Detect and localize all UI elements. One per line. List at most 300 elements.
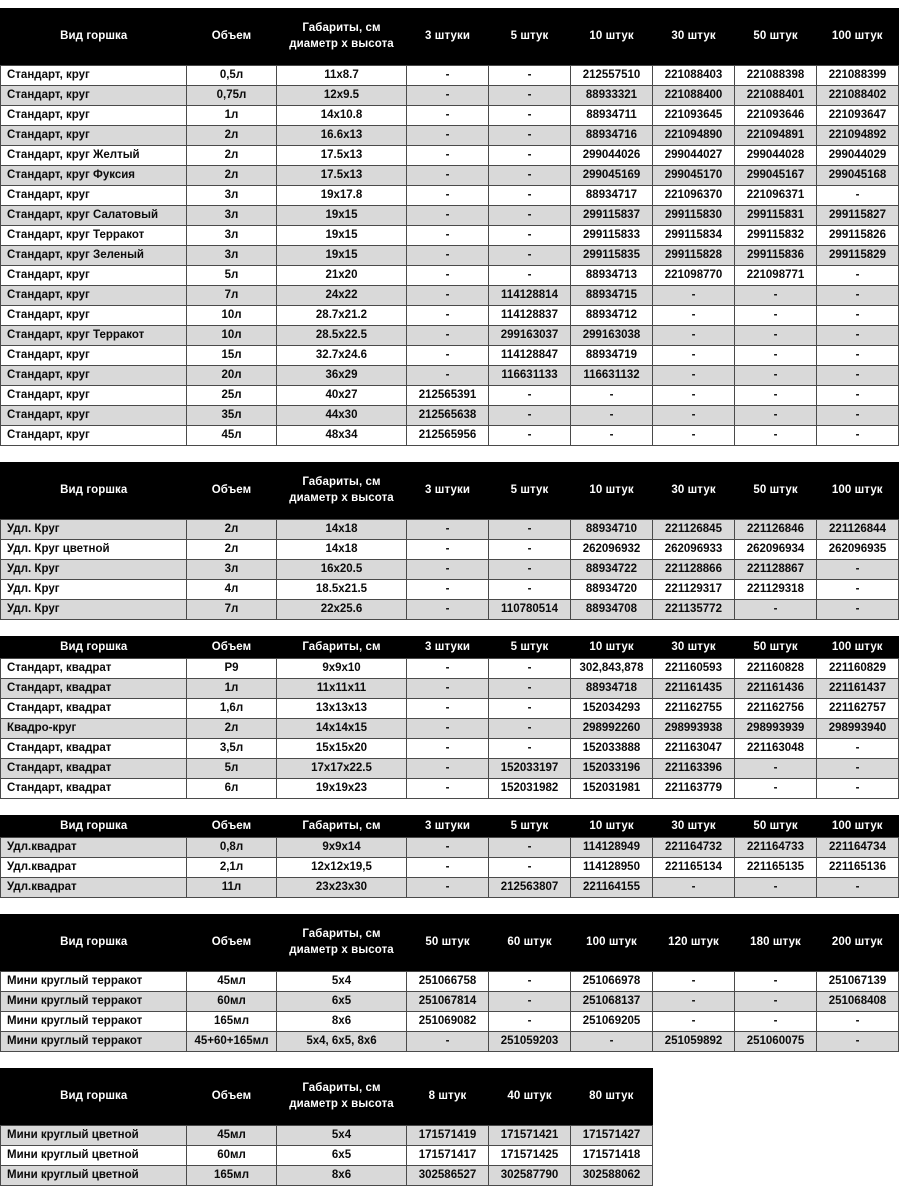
cell-article-qty-8: -: [817, 1032, 899, 1052]
cell-dimensions: 18.5x21.5: [277, 580, 407, 600]
cell-pot-type: Мини круглый терракот: [1, 992, 187, 1012]
cell-article-qty-8: -: [817, 386, 899, 406]
cell-article-qty-7: 221096371: [735, 186, 817, 206]
top-spacer: [0, 0, 900, 8]
cell-article-qty-3: -: [407, 306, 489, 326]
column-header-5: 10 штук: [571, 9, 653, 66]
cell-article-qty-5: 88934718: [571, 679, 653, 699]
cell-pot-type: Стандарт, круг: [1, 126, 187, 146]
cell-article-qty-5: 152034293: [571, 699, 653, 719]
cell-article-qty-3: -: [407, 659, 489, 679]
cell-article-qty-7: 221162756: [735, 699, 817, 719]
cell-dimensions: 17.5x13: [277, 146, 407, 166]
cell-article-qty-6: -: [653, 1012, 735, 1032]
table-header-row: [1, 463, 899, 520]
cell-pot-type: Мини круглый терракот: [1, 1032, 187, 1052]
cell-article-qty-3: 171571417: [407, 1146, 489, 1166]
cell-dimensions: 23x23x30: [277, 878, 407, 898]
column-header-3: 3 штуки: [407, 816, 489, 838]
cell-article-qty-7: 221164733: [735, 838, 817, 858]
column-header-2: Габариты, см диаметр х высота: [277, 463, 407, 520]
table-row: [1, 1012, 899, 1032]
cell-pot-type: Мини круглый терракот: [1, 972, 187, 992]
cell-article-qty-3: 302586527: [407, 1166, 489, 1186]
cell-dimensions: 17.5x13: [277, 166, 407, 186]
cell-pot-type: Стандарт, круг: [1, 346, 187, 366]
cell-article-qty-6: 221088403: [653, 66, 735, 86]
cell-article-qty-8: -: [817, 346, 899, 366]
cell-article-qty-5: 299115837: [571, 206, 653, 226]
cell-article-qty-4: -: [489, 1012, 571, 1032]
cell-volume: 45л: [187, 426, 277, 446]
table-row: [1, 972, 899, 992]
cell-dimensions: 48x34: [277, 426, 407, 446]
cell-article-qty-3: -: [407, 719, 489, 739]
cell-article-qty-3: -: [407, 1032, 489, 1052]
table-row: [1, 1146, 653, 1166]
cell-pot-type: Удл. Круг: [1, 520, 187, 540]
cell-volume: 45+60+165мл: [187, 1032, 277, 1052]
cell-volume: 0,75л: [187, 86, 277, 106]
cell-article-qty-5: 114128949: [571, 838, 653, 858]
column-header-3: 50 штук: [407, 915, 489, 972]
cell-article-qty-3: -: [407, 266, 489, 286]
table-row: [1, 580, 899, 600]
cell-pot-type: Стандарт, квадрат: [1, 679, 187, 699]
cell-article-qty-4: -: [489, 126, 571, 146]
cell-article-qty-7: -: [735, 366, 817, 386]
column-header-0: Вид горшка: [1, 463, 187, 520]
cell-article-qty-5: 152033888: [571, 739, 653, 759]
cell-article-qty-5: 171571427: [571, 1126, 653, 1146]
cell-article-qty-7: 221088401: [735, 86, 817, 106]
cell-article-qty-6: 221088400: [653, 86, 735, 106]
cell-volume: 60мл: [187, 1146, 277, 1166]
cell-article-qty-6: -: [653, 306, 735, 326]
cell-article-qty-7: -: [735, 346, 817, 366]
column-header-4: 60 штук: [489, 915, 571, 972]
cell-article-qty-8: -: [817, 266, 899, 286]
column-header-6: 30 штук: [653, 463, 735, 520]
table-row: [1, 406, 899, 426]
cell-volume: 7л: [187, 600, 277, 620]
cell-article-qty-5: 88934708: [571, 600, 653, 620]
cell-dimensions: 24x22: [277, 286, 407, 306]
table-row: [1, 1166, 653, 1186]
cell-article-qty-3: -: [407, 520, 489, 540]
column-header-7: 180 штук: [735, 915, 817, 972]
cell-pot-type: Стандарт, круг: [1, 386, 187, 406]
cell-pot-type: Стандарт, круг: [1, 66, 187, 86]
cell-article-qty-3: -: [407, 600, 489, 620]
cell-article-qty-8: -: [817, 759, 899, 779]
cell-article-qty-4: -: [489, 406, 571, 426]
cell-article-qty-7: 221160828: [735, 659, 817, 679]
cell-article-qty-3: -: [407, 246, 489, 266]
table-row: [1, 286, 899, 306]
cell-article-qty-3: -: [407, 206, 489, 226]
cell-article-qty-5: 298992260: [571, 719, 653, 739]
cell-article-qty-5: -: [571, 406, 653, 426]
cell-pot-type: Стандарт, круг Желтый: [1, 146, 187, 166]
table-row: [1, 520, 899, 540]
cell-dimensions: 5x4: [277, 1126, 407, 1146]
cell-article-qty-7: 221088398: [735, 66, 817, 86]
cell-article-qty-7: -: [735, 992, 817, 1012]
cell-article-qty-4: -: [489, 992, 571, 1012]
cell-article-qty-5: 299115835: [571, 246, 653, 266]
cell-volume: 4л: [187, 580, 277, 600]
cell-article-qty-3: -: [407, 346, 489, 366]
column-header-sub-2: диаметр х высота: [289, 38, 394, 50]
cell-pot-type: Стандарт, квадрат: [1, 779, 187, 799]
cell-pot-type: Стандарт, квадрат: [1, 739, 187, 759]
cell-volume: 1л: [187, 679, 277, 699]
cell-article-qty-4: 114128814: [489, 286, 571, 306]
column-header-4: 5 штук: [489, 9, 571, 66]
cell-article-qty-4: 152031982: [489, 779, 571, 799]
cell-dimensions: 28.7x21.2: [277, 306, 407, 326]
column-header-sub-2: диаметр х высота: [289, 944, 394, 956]
cell-article-qty-7: 299115836: [735, 246, 817, 266]
column-header-0: Вид горшка: [1, 915, 187, 972]
cell-article-qty-5: 88934716: [571, 126, 653, 146]
cell-article-qty-6: 221094890: [653, 126, 735, 146]
cell-article-qty-8: -: [817, 286, 899, 306]
pricelist-table-udl-kvadrat: [0, 815, 899, 898]
cell-article-qty-3: -: [407, 560, 489, 580]
cell-volume: 3л: [187, 560, 277, 580]
cell-article-qty-6: 299115828: [653, 246, 735, 266]
column-header-0: Вид горшка: [1, 816, 187, 838]
cell-article-qty-3: -: [407, 66, 489, 86]
cell-article-qty-6: 262096933: [653, 540, 735, 560]
cell-article-qty-5: 251066978: [571, 972, 653, 992]
cell-article-qty-8: 299115827: [817, 206, 899, 226]
column-header-1: Объем: [187, 9, 277, 66]
table-row: [1, 759, 899, 779]
cell-dimensions: 8x6: [277, 1166, 407, 1186]
cell-dimensions: 44x30: [277, 406, 407, 426]
cell-article-qty-7: -: [735, 779, 817, 799]
cell-article-qty-6: 221126845: [653, 520, 735, 540]
column-header-5: 10 штук: [571, 463, 653, 520]
cell-article-qty-5: 299163038: [571, 326, 653, 346]
cell-article-qty-7: 251060075: [735, 1032, 817, 1052]
cell-article-qty-5: 302588062: [571, 1166, 653, 1186]
cell-volume: 1,6л: [187, 699, 277, 719]
cell-article-qty-4: -: [489, 206, 571, 226]
cell-dimensions: 11x11x11: [277, 679, 407, 699]
cell-article-qty-8: 221165136: [817, 858, 899, 878]
cell-article-qty-3: -: [407, 858, 489, 878]
table-separator: [0, 446, 900, 462]
table-header-row: [1, 816, 899, 838]
cell-article-qty-6: 221163779: [653, 779, 735, 799]
column-header-0: Вид горшка: [1, 9, 187, 66]
cell-article-qty-3: -: [407, 838, 489, 858]
cell-article-qty-5: 152033196: [571, 759, 653, 779]
table-row: [1, 366, 899, 386]
cell-article-qty-5: 88933321: [571, 86, 653, 106]
cell-article-qty-3: -: [407, 540, 489, 560]
cell-article-qty-5: 88934710: [571, 520, 653, 540]
cell-article-qty-4: -: [489, 679, 571, 699]
cell-article-qty-6: 221135772: [653, 600, 735, 620]
cell-article-qty-5: 88934711: [571, 106, 653, 126]
table-separator: [0, 1052, 900, 1068]
cell-pot-type: Мини круглый цветной: [1, 1166, 187, 1186]
cell-article-qty-6: 221129317: [653, 580, 735, 600]
cell-article-qty-4: -: [489, 266, 571, 286]
cell-article-qty-8: 299044029: [817, 146, 899, 166]
table-row: [1, 992, 899, 1012]
cell-article-qty-6: -: [653, 972, 735, 992]
column-header-4: 5 штук: [489, 637, 571, 659]
table-row: [1, 386, 899, 406]
tables-container: [0, 8, 900, 1186]
table-row: [1, 86, 899, 106]
cell-dimensions: 15x15x20: [277, 739, 407, 759]
cell-pot-type: Мини круглый цветной: [1, 1126, 187, 1146]
cell-article-qty-8: -: [817, 426, 899, 446]
cell-article-qty-5: 88934720: [571, 580, 653, 600]
column-header-3: 3 штуки: [407, 637, 489, 659]
cell-article-qty-4: 171571421: [489, 1126, 571, 1146]
table-block-standart-krug: [0, 8, 900, 446]
column-header-2: Габариты, см: [277, 816, 407, 838]
column-header-5: 100 штук: [571, 915, 653, 972]
cell-dimensions: 14x10.8: [277, 106, 407, 126]
cell-dimensions: 13x13x13: [277, 699, 407, 719]
cell-dimensions: 14x18: [277, 520, 407, 540]
cell-volume: 1л: [187, 106, 277, 126]
column-header-6: 30 штук: [653, 816, 735, 838]
cell-article-qty-8: -: [817, 1012, 899, 1032]
pricelist-table-standart-kvadrat: [0, 636, 899, 799]
cell-volume: 3л: [187, 246, 277, 266]
table-separator: [0, 620, 900, 636]
cell-article-qty-8: 298993940: [817, 719, 899, 739]
cell-volume: 3л: [187, 186, 277, 206]
cell-dimensions: 6x5: [277, 992, 407, 1012]
cell-dimensions: 8x6: [277, 1012, 407, 1032]
column-header-3: 3 штуки: [407, 463, 489, 520]
cell-pot-type: Стандарт, круг Терракот: [1, 326, 187, 346]
cell-article-qty-6: -: [653, 992, 735, 1012]
column-header-2: Габариты, см диаметр х высота: [277, 915, 407, 972]
cell-volume: 2л: [187, 126, 277, 146]
cell-article-qty-8: 251067139: [817, 972, 899, 992]
table-block-udl-krug: [0, 462, 900, 620]
cell-article-qty-8: 221093647: [817, 106, 899, 126]
cell-article-qty-7: 221163048: [735, 739, 817, 759]
cell-article-qty-7: -: [735, 326, 817, 346]
cell-volume: 3л: [187, 206, 277, 226]
cell-article-qty-5: 88934715: [571, 286, 653, 306]
column-header-sub-2: диаметр х высота: [289, 1098, 394, 1110]
cell-article-qty-5: -: [571, 1032, 653, 1052]
cell-article-qty-6: 221160593: [653, 659, 735, 679]
cell-dimensions: 40x27: [277, 386, 407, 406]
cell-article-qty-3: -: [407, 366, 489, 386]
cell-article-qty-4: 116631133: [489, 366, 571, 386]
cell-article-qty-3: -: [407, 86, 489, 106]
table-separator: [0, 898, 900, 914]
cell-article-qty-4: -: [489, 838, 571, 858]
cell-article-qty-7: 221098771: [735, 266, 817, 286]
table-row: [1, 66, 899, 86]
cell-article-qty-7: 221129318: [735, 580, 817, 600]
table-block-mini-kruglyy-terrakot: [0, 914, 900, 1052]
cell-volume: 20л: [187, 366, 277, 386]
cell-article-qty-4: -: [489, 739, 571, 759]
cell-article-qty-4: 212563807: [489, 878, 571, 898]
cell-article-qty-5: 299044026: [571, 146, 653, 166]
cell-article-qty-5: 299115833: [571, 226, 653, 246]
cell-article-qty-4: -: [489, 386, 571, 406]
cell-article-qty-7: -: [735, 306, 817, 326]
table-row: [1, 779, 899, 799]
cell-dimensions: 17x17x22.5: [277, 759, 407, 779]
table-row: [1, 306, 899, 326]
cell-article-qty-6: 221163396: [653, 759, 735, 779]
table-row: [1, 540, 899, 560]
cell-article-qty-3: 171571419: [407, 1126, 489, 1146]
table-row: [1, 878, 899, 898]
cell-dimensions: 19x19x23: [277, 779, 407, 799]
pricelist-table-mini-kruglyy-terrakot: [0, 914, 899, 1052]
cell-article-qty-5: 221164155: [571, 878, 653, 898]
column-header-8: 100 штук: [817, 9, 899, 66]
table-row: [1, 106, 899, 126]
pricelist-table-mini-kruglyy-tsvetnoy: [0, 1068, 653, 1186]
column-header-1: Объем: [187, 1069, 277, 1126]
cell-article-qty-8: 262096935: [817, 540, 899, 560]
cell-article-qty-8: -: [817, 878, 899, 898]
cell-article-qty-3: -: [407, 326, 489, 346]
column-header-5: 10 штук: [571, 816, 653, 838]
table-row: [1, 1032, 899, 1052]
table-header-row: [1, 9, 899, 66]
table-block-standart-kvadrat: [0, 636, 900, 799]
cell-article-qty-6: 299115834: [653, 226, 735, 246]
cell-article-qty-3: -: [407, 186, 489, 206]
cell-article-qty-4: 171571425: [489, 1146, 571, 1166]
cell-article-qty-8: 221164734: [817, 838, 899, 858]
cell-dimensions: 12x9.5: [277, 86, 407, 106]
cell-dimensions: 9x9x14: [277, 838, 407, 858]
cell-article-qty-6: 299115830: [653, 206, 735, 226]
cell-volume: Р9: [187, 659, 277, 679]
cell-article-qty-8: -: [817, 366, 899, 386]
cell-article-qty-4: -: [489, 106, 571, 126]
cell-article-qty-4: 302587790: [489, 1166, 571, 1186]
cell-article-qty-8: 251068408: [817, 992, 899, 1012]
cell-pot-type: Стандарт, круг Салатовый: [1, 206, 187, 226]
column-header-8: 100 штук: [817, 816, 899, 838]
cell-article-qty-7: 221126846: [735, 520, 817, 540]
cell-article-qty-8: -: [817, 600, 899, 620]
cell-article-qty-3: 212565956: [407, 426, 489, 446]
cell-article-qty-8: -: [817, 580, 899, 600]
column-header-6: 30 штук: [653, 9, 735, 66]
table-header-row: [1, 1069, 653, 1126]
cell-article-qty-4: -: [489, 699, 571, 719]
column-header-6: 30 штук: [653, 637, 735, 659]
column-header-6: 120 штук: [653, 915, 735, 972]
cell-article-qty-7: -: [735, 972, 817, 992]
cell-article-qty-5: 88934717: [571, 186, 653, 206]
cell-article-qty-4: 114128847: [489, 346, 571, 366]
column-header-3: 8 штук: [407, 1069, 489, 1126]
cell-article-qty-4: 152033197: [489, 759, 571, 779]
cell-article-qty-7: 299115832: [735, 226, 817, 246]
cell-article-qty-8: 299115829: [817, 246, 899, 266]
cell-pot-type: Мини круглый цветной: [1, 1146, 187, 1166]
column-header-5: 80 штук: [571, 1069, 653, 1126]
cell-dimensions: 9x9x10: [277, 659, 407, 679]
cell-pot-type: Удл.квадрат: [1, 878, 187, 898]
cell-volume: 7л: [187, 286, 277, 306]
cell-article-qty-4: -: [489, 560, 571, 580]
cell-article-qty-5: 88934712: [571, 306, 653, 326]
cell-article-qty-4: 251059203: [489, 1032, 571, 1052]
cell-pot-type: Стандарт, круг: [1, 266, 187, 286]
cell-article-qty-6: 221098770: [653, 266, 735, 286]
cell-dimensions: 6x5: [277, 1146, 407, 1166]
cell-article-qty-7: 221161436: [735, 679, 817, 699]
cell-volume: 15л: [187, 346, 277, 366]
cell-article-qty-4: -: [489, 580, 571, 600]
cell-article-qty-4: -: [489, 186, 571, 206]
cell-article-qty-6: -: [653, 286, 735, 306]
cell-article-qty-8: 221088399: [817, 66, 899, 86]
cell-article-qty-4: -: [489, 858, 571, 878]
cell-article-qty-3: 212565638: [407, 406, 489, 426]
cell-volume: 165мл: [187, 1166, 277, 1186]
cell-article-qty-4: -: [489, 540, 571, 560]
table-row: [1, 739, 899, 759]
cell-article-qty-4: 110780514: [489, 600, 571, 620]
cell-dimensions: 19x17.8: [277, 186, 407, 206]
cell-article-qty-7: -: [735, 386, 817, 406]
cell-article-qty-5: 171571418: [571, 1146, 653, 1166]
column-header-7: 50 штук: [735, 637, 817, 659]
cell-pot-type: Стандарт, круг: [1, 86, 187, 106]
cell-article-qty-7: -: [735, 1012, 817, 1032]
column-header-1: Объем: [187, 816, 277, 838]
cell-pot-type: Стандарт, круг: [1, 186, 187, 206]
column-header-1: Объем: [187, 463, 277, 520]
cell-article-qty-3: 251067814: [407, 992, 489, 1012]
cell-article-qty-3: -: [407, 226, 489, 246]
cell-article-qty-6: 221161435: [653, 679, 735, 699]
cell-pot-type: Стандарт, круг: [1, 306, 187, 326]
cell-article-qty-6: -: [653, 386, 735, 406]
column-header-8: 100 штук: [817, 463, 899, 520]
cell-article-qty-3: -: [407, 106, 489, 126]
column-header-4: 5 штук: [489, 463, 571, 520]
cell-volume: 2л: [187, 719, 277, 739]
cell-article-qty-6: 251059892: [653, 1032, 735, 1052]
cell-article-qty-6: 221162755: [653, 699, 735, 719]
cell-volume: 10л: [187, 306, 277, 326]
cell-pot-type: Удл. Круг: [1, 600, 187, 620]
table-row: [1, 719, 899, 739]
cell-article-qty-6: 299044027: [653, 146, 735, 166]
cell-article-qty-8: 221160829: [817, 659, 899, 679]
